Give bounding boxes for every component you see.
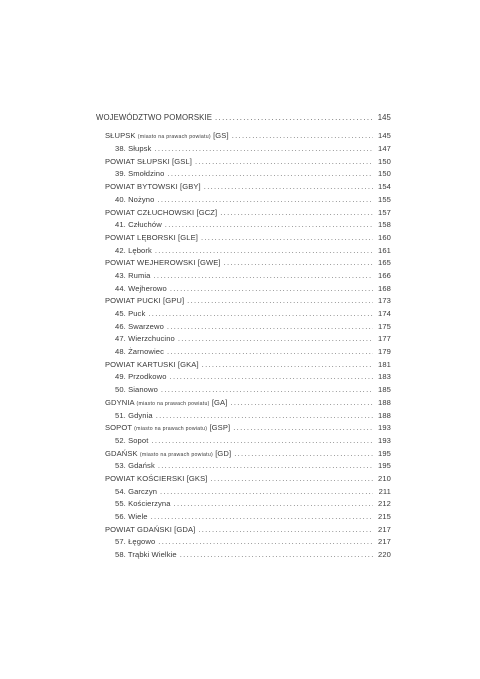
toc-entry-label [115,460,155,473]
toc-entry-label [105,524,195,537]
dot-leader [151,511,373,524]
toc-entry-label [105,207,217,220]
toc-entry-page: 188 [378,397,391,407]
toc-heading-label: WOJEWÓDZTWO POMORSKIE [96,113,213,122]
toc-entry-title: 46. Swarzewo [115,321,164,331]
dot-leader [195,156,373,169]
toc-entry-page: 179 [378,347,391,357]
toc-item-entry [96,245,391,258]
toc-entry-title: 41. Człuchów [115,220,162,230]
dot-leader [161,384,373,397]
toc-section-entry [96,232,391,245]
toc-entry-title: 55. Kościerzyna [115,499,171,509]
dot-leader [178,333,373,346]
dot-leader [160,486,373,499]
toc-entry-label [115,536,155,549]
toc-item-entry [96,308,391,321]
dot-leader [154,270,373,283]
toc-entry-title: POWIAT SŁUPSKI [GSL] [105,156,192,166]
toc-item-entry [96,270,391,283]
toc-entry-note: (miasto na prawach powiatu) [136,400,210,407]
toc-entry-label [105,181,201,194]
toc-item-entry [96,486,391,499]
toc-entry-title: 58. Trąbki Wielkie [115,550,177,560]
dot-leader [204,181,373,194]
dot-leader [201,232,373,245]
toc-entry-page: 174 [378,309,391,319]
toc-entry-title: POWIAT KARTUSKI [GKA] [105,359,199,369]
toc-entry-label [115,511,148,524]
toc-entry-page: 181 [378,359,391,369]
toc-entry-page: 193 [378,423,391,433]
toc-entry-title: 50. Sianowo [115,385,158,395]
toc-entry-label [115,333,175,346]
toc-entry-title: 44. Wejherowo [115,283,167,293]
dot-leader [232,130,373,143]
toc-section-entry [96,207,391,220]
toc-entry-page: 168 [378,283,391,293]
toc-entry-page: 215 [378,512,391,522]
toc-heading-page: 145 [377,113,391,122]
dot-leader [170,371,373,384]
dot-leader [215,110,373,126]
toc-item-entry [96,371,391,384]
toc-entry-page: 147 [378,144,391,154]
toc-entry-page: 183 [378,372,391,382]
dot-leader [230,397,373,410]
toc-item-entry [96,435,391,448]
toc-entry-page: 177 [378,334,391,344]
toc-entry-page: 211 [378,486,391,496]
toc-entry-title: 40. Nożyno [115,194,155,204]
toc-section-entry [96,257,391,270]
dot-leader [167,168,373,181]
toc-section-entry [96,397,391,410]
toc-entry-label [115,384,158,397]
toc-entry-title: POWIAT LĘBORSKI [GLE] [105,232,198,242]
dot-leader [180,549,373,562]
toc-entry-label [115,270,151,283]
table-of-contents [96,110,391,562]
toc-entry-page: 220 [378,550,391,560]
toc-entry-title: POWIAT BYTOWSKI [GBY] [105,182,201,192]
toc-entry-title: 45. Puck [115,309,146,319]
toc-entry-page: 154 [378,182,391,192]
dot-leader [156,410,373,423]
toc-entry-label [115,549,177,562]
toc-item-entry [96,549,391,562]
toc-entry-label [105,257,221,270]
toc-entry-label [105,448,231,461]
toc-entries [96,130,391,561]
toc-item-entry [96,283,391,296]
toc-entry-page: 165 [378,258,391,268]
toc-entry-title: 48. Żarnowiec [115,347,164,357]
dot-leader [210,473,373,486]
toc-entry-page: 185 [378,385,391,395]
toc-entry-label [105,422,230,435]
toc-entry-label [115,283,167,296]
toc-item-entry [96,410,391,423]
toc-entry-label [115,498,171,511]
toc-entry-label [115,168,164,181]
toc-entry-title: 39. Smołdzino [115,169,165,179]
toc-entry-label [115,143,151,156]
dot-leader [234,448,373,461]
toc-entry-page: 145 [378,131,391,141]
dot-leader [165,219,373,232]
toc-entry-title: 54. Garczyn [115,486,158,496]
toc-item-entry [96,219,391,232]
toc-entry-label [105,295,184,308]
dot-leader [202,359,373,372]
toc-entry-label [105,232,198,245]
dot-leader [167,321,373,334]
dot-leader [155,245,373,258]
toc-entry-title: POWIAT PUCKI [GPU] [105,296,185,306]
dot-leader [198,524,373,537]
toc-entry-label [115,435,148,448]
toc-entry-title: 57. Łęgowo [115,537,156,547]
dot-leader [174,498,373,511]
toc-entry-title: POWIAT KOŚCIERSKI [GKS] [105,473,208,483]
toc-item-entry [96,168,391,181]
toc-entry-label [115,410,153,423]
toc-entry-title: 42. Lębork [115,245,152,255]
toc-section-entry [96,473,391,486]
toc-heading [96,110,391,126]
toc-entry-label [115,321,164,334]
dot-leader [187,295,373,308]
toc-section-entry [96,130,391,143]
toc-entry-title: POWIAT CZŁUCHOWSKI [GCZ] [105,207,218,217]
toc-entry-page: 166 [378,270,391,280]
toc-entry-code: [GA] [211,397,228,407]
dot-leader [151,435,373,448]
toc-entry-label [115,219,162,232]
toc-entry-page: 195 [378,448,391,458]
toc-section-entry [96,524,391,537]
toc-section-entry [96,156,391,169]
toc-item-entry [96,511,391,524]
toc-section-entry [96,181,391,194]
toc-entry-page: 217 [378,524,391,534]
dot-leader [157,194,373,207]
toc-entry-title: 51. Gdynia [115,410,153,420]
dot-leader [233,422,373,435]
toc-entry-label [105,156,192,169]
toc-entry-note: (miasto na prawach powiatu) [137,134,211,141]
toc-entry-title: GDYNIA [105,397,135,407]
toc-entry-page: 193 [378,435,391,445]
dot-leader [158,460,373,473]
dot-leader [158,536,373,549]
dot-leader [170,283,373,296]
toc-item-entry [96,321,391,334]
toc-item-entry [96,143,391,156]
toc-entry-page: 195 [378,461,391,471]
toc-item-entry [96,333,391,346]
dot-leader [148,308,373,321]
toc-entry-note: (miasto na prawach powiatu) [134,426,208,433]
toc-item-entry [96,536,391,549]
toc-entry-page: 150 [378,169,391,179]
toc-entry-page: 212 [378,499,391,509]
toc-entry-title: SOPOT [105,423,132,433]
toc-entry-page: 210 [378,473,391,483]
toc-entry-label [115,308,145,321]
toc-section-entry [96,359,391,372]
toc-section-entry [96,295,391,308]
toc-entry-label [105,473,207,486]
toc-entry-title: 43. Rumia [115,270,151,280]
toc-entry-label [115,245,152,258]
dot-leader [220,207,373,220]
toc-section-entry [96,422,391,435]
toc-entry-page: 173 [378,296,391,306]
toc-entry-code: [GS] [213,131,229,141]
toc-item-entry [96,498,391,511]
toc-entry-label [115,194,154,207]
toc-entry-title: 56. Wiele [115,512,148,522]
toc-entry-code: [GSP] [209,423,231,433]
toc-entry-page: 158 [378,220,391,230]
toc-entry-page: 157 [378,207,391,217]
toc-entry-title: 52. Sopot [115,435,149,445]
toc-entry-page: 155 [378,194,391,204]
toc-entry-title: 38. Słupsk [115,144,152,154]
toc-entry-title: GDAŃSK [105,448,138,458]
toc-entry-title: SŁUPSK [105,131,136,141]
toc-entry-page: 188 [378,410,391,420]
dot-leader [154,143,373,156]
toc-item-entry [96,346,391,359]
toc-entry-note: (miasto na prawach powiatu) [139,451,213,458]
toc-item-entry [96,460,391,473]
toc-item-entry [96,384,391,397]
toc-entry-code: [GD] [215,448,232,458]
toc-entry-label [105,397,227,410]
toc-entry-title: 53. Gdańsk [115,461,155,471]
toc-section-entry [96,448,391,461]
toc-entry-title: 49. Przodkowo [115,372,167,382]
toc-entry-page: 160 [378,232,391,242]
dot-leader [224,257,373,270]
dot-leader [167,346,373,359]
toc-entry-label [105,359,199,372]
toc-entry-page: 150 [378,156,391,166]
toc-entry-title: POWIAT GDAŃSKI [GDA] [105,524,196,534]
toc-entry-title: 47. Wierzchucino [115,334,175,344]
toc-entry-label [105,130,229,143]
toc-entry-page: 161 [378,245,391,255]
toc-entry-label [115,346,164,359]
toc-entry-page: 175 [378,321,391,331]
toc-item-entry [96,194,391,207]
toc-entry-title: POWIAT WEJHEROWSKI [GWE] [105,258,221,268]
toc-entry-page: 217 [378,537,391,547]
toc-entry-label [115,371,167,384]
toc-entry-label [115,486,157,499]
